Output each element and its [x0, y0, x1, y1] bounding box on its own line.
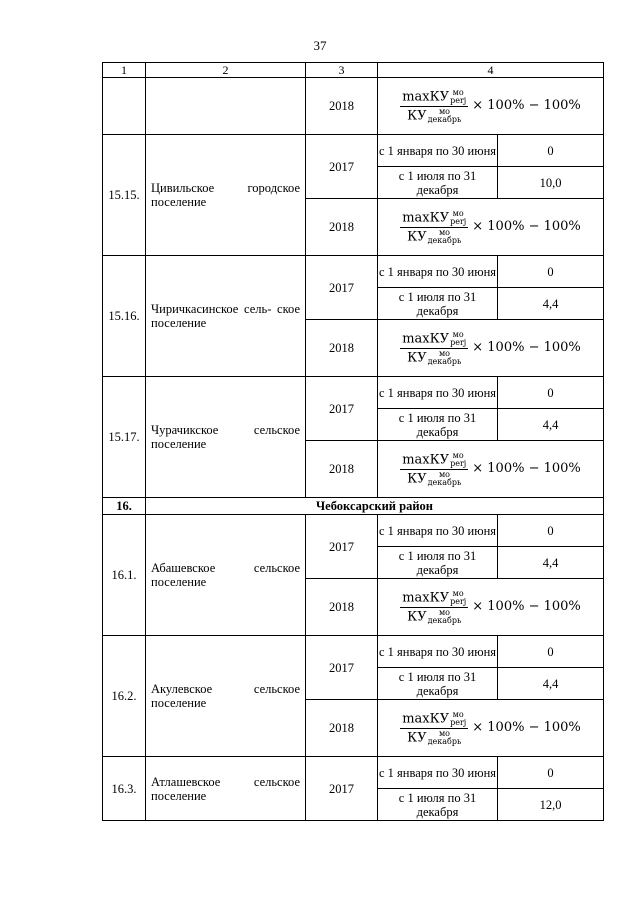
settlement-name-line: поселение [151, 437, 207, 451]
formula-tail: × 100% − 100% [472, 98, 581, 113]
formula-denominator: КУ мо декабрь [407, 728, 462, 746]
year-cell: 2018 [306, 199, 378, 256]
value-cell: 4,4 [498, 547, 604, 579]
formula-fraction [400, 331, 468, 366]
table-row [103, 636, 604, 668]
settlement-name [146, 256, 306, 377]
settlement-name [146, 636, 306, 757]
header-cell: 3 [306, 63, 378, 78]
row-number: 15.16. [103, 256, 146, 377]
formula-numerator: maxКУ мо perj [402, 87, 467, 105]
formula-fraction [400, 89, 468, 124]
formula-cell [378, 320, 604, 377]
tariff-formula [400, 711, 581, 746]
settlement-name [146, 377, 306, 498]
value-cell: 4,4 [498, 288, 604, 320]
value-cell: 4,4 [498, 409, 604, 441]
period-cell: с 1 июля по 31 декабря [378, 789, 498, 821]
year-cell: 2017 [306, 377, 378, 441]
district-name: Чебоксарский район [146, 498, 604, 515]
table-row [103, 757, 604, 789]
table-row [103, 515, 604, 547]
header-cell: 4 [378, 63, 604, 78]
formula-denominator: КУ мо декабрь [407, 106, 462, 124]
period-cell: с 1 июля по 31 декабря [378, 668, 498, 700]
row-number: 16.2. [103, 636, 146, 757]
settlement-name-line: Акулевское сельское [151, 682, 300, 696]
settlement-name-line: поселение [151, 696, 207, 710]
formula-tail: × 100% − 100% [472, 340, 581, 355]
table-row [103, 256, 604, 288]
period-cell: с 1 января по 30 июня [378, 515, 498, 547]
formula-denominator: КУ мо декабрь [407, 469, 462, 487]
value-cell: 0 [498, 135, 604, 167]
value-cell: 12,0 [498, 789, 604, 821]
year-cell: 2017 [306, 256, 378, 320]
year-cell: 2018 [306, 441, 378, 498]
header-cell: 2 [146, 63, 306, 78]
formula-tail: × 100% − 100% [472, 720, 581, 735]
row-number: 16. [103, 498, 146, 515]
value-cell: 0 [498, 515, 604, 547]
period-cell: с 1 января по 30 июня [378, 377, 498, 409]
page-number: 37 [313, 38, 327, 53]
value-cell: 0 [498, 256, 604, 288]
tariff-formula [400, 331, 581, 366]
district-row [103, 498, 604, 515]
formula-tail: × 100% − 100% [472, 599, 581, 614]
formula-fraction [400, 590, 468, 625]
settlement-name-line: поселение [151, 788, 207, 803]
row-number: 15.15. [103, 135, 146, 256]
tariff-formula [400, 210, 581, 245]
settlement-name-line: Цивильское городское [151, 181, 300, 195]
tariff-table [102, 62, 604, 821]
value-cell: 0 [498, 636, 604, 668]
period-cell: с 1 июля по 31 декабря [378, 409, 498, 441]
year-cell: 2018 [306, 78, 378, 135]
settlement-name [146, 135, 306, 256]
year-cell: 2017 [306, 636, 378, 700]
tariff-formula [400, 590, 581, 625]
year-cell: 2018 [306, 579, 378, 636]
formula-fraction [400, 210, 468, 245]
period-cell: с 1 января по 30 июня [378, 256, 498, 288]
period-cell: с 1 июля по 31 декабря [378, 547, 498, 579]
header-cell: 1 [103, 63, 146, 78]
formula-fraction [400, 452, 468, 487]
settlement-name-line: Чиричкасинское сель- ское [151, 302, 300, 316]
settlement-name [146, 515, 306, 636]
settlement-name-line: Чурачикское сельское [151, 423, 300, 437]
formula-cell [378, 199, 604, 256]
formula-cell [378, 78, 604, 135]
formula-numerator: maxКУ мо perj [402, 208, 467, 226]
year-cell: 2018 [306, 700, 378, 757]
formula-tail: × 100% − 100% [472, 461, 581, 476]
value-cell: 10,0 [498, 167, 604, 199]
table-row [103, 135, 604, 167]
period-cell: с 1 января по 30 июня [378, 636, 498, 668]
tariff-formula [400, 89, 581, 124]
tariff-formula [400, 452, 581, 487]
year-cell: 2018 [306, 320, 378, 377]
period-cell: с 1 июля по 31 декабря [378, 167, 498, 199]
formula-numerator: maxКУ мо perj [402, 709, 467, 727]
formula-cell [378, 441, 604, 498]
row-number: 16.3. [103, 757, 146, 821]
table-row [103, 78, 604, 135]
formula-cell [378, 579, 604, 636]
formula-tail: × 100% − 100% [472, 219, 581, 234]
settlement-name-line: Атлашевское сельское [151, 774, 300, 789]
formula-numerator: maxКУ мо perj [402, 329, 467, 347]
formula-numerator: maxКУ мо perj [402, 450, 467, 468]
table-row [103, 377, 604, 409]
period-cell: с 1 января по 30 июня [378, 757, 498, 789]
year-cell: 2017 [306, 135, 378, 199]
formula-denominator: КУ мо декабрь [407, 227, 462, 245]
formula-denominator: КУ мо декабрь [407, 348, 462, 366]
value-cell: 0 [498, 757, 604, 789]
formula-cell [378, 700, 604, 757]
formula-fraction [400, 711, 468, 746]
formula-denominator: КУ мо декабрь [407, 607, 462, 625]
settlement-name-line: поселение [151, 575, 207, 589]
period-cell: с 1 июля по 31 декабря [378, 288, 498, 320]
value-cell: 4,4 [498, 668, 604, 700]
year-cell: 2017 [306, 515, 378, 579]
year-cell: 2017 [306, 757, 378, 821]
settlement-name-line: поселение [151, 316, 207, 330]
settlement-name-line: поселение [151, 195, 207, 209]
row-number: 16.1. [103, 515, 146, 636]
row-number: 15.17. [103, 377, 146, 498]
value-cell: 0 [498, 377, 604, 409]
formula-numerator: maxКУ мо perj [402, 588, 467, 606]
settlement-name [146, 757, 306, 821]
period-cell: с 1 января по 30 июня [378, 135, 498, 167]
settlement-name-line: Абашевское сельское [151, 561, 300, 575]
header-row [103, 63, 604, 78]
